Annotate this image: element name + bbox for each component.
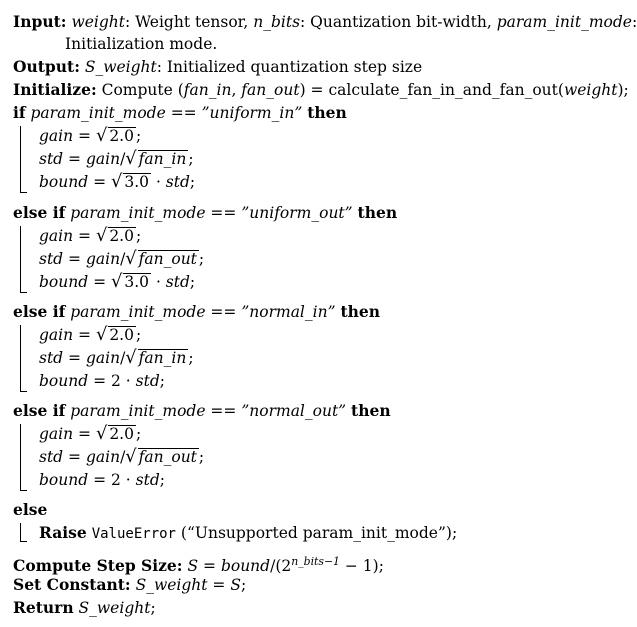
sqrt-symbol: √ 3.0 (111, 171, 150, 192)
sqrt-symbol: √ 2.0 (95, 125, 134, 146)
set-lhs: S_weight (135, 576, 208, 594)
step-tail: − 1); (339, 556, 384, 575)
bound-var: bound (39, 173, 89, 191)
block-bar-4 (20, 424, 21, 490)
std-var: std (165, 273, 190, 291)
sqrt-symbol: √ 2.0 (95, 324, 134, 345)
output-line (13, 57, 422, 77)
sqrt-radicand: fan_out (138, 447, 197, 466)
cdot-sign: · (120, 471, 136, 489)
mode-var: param_init_mode (496, 13, 632, 31)
semicolon: ; (198, 448, 205, 466)
std-var: std (39, 448, 64, 466)
sqrt-radicand: fan_in (138, 149, 187, 168)
initialize-keyword: Initialize: (13, 80, 97, 99)
cond-eq: == (165, 104, 202, 122)
gain-var: gain (85, 349, 121, 367)
std-var: std (165, 173, 190, 191)
sqrt-radicand: 2.0 (109, 226, 134, 245)
if-line-uniform-in (13, 103, 347, 123)
eq-sign: = (88, 173, 111, 191)
elseif-line-normal-out (13, 401, 391, 421)
semicolon: ; (135, 127, 142, 145)
std-stmt-3 (39, 348, 194, 368)
bound-var: bound (39, 273, 89, 291)
sqrt-radicand: 3.0 (124, 272, 150, 291)
std-var: std (39, 250, 64, 268)
output-keyword: Output: (13, 57, 80, 76)
gain-var: gain (39, 227, 74, 245)
set-constant-line (13, 575, 246, 595)
std-var: std (135, 372, 160, 390)
then-keyword: then (351, 401, 391, 420)
semicolon: ; (159, 372, 165, 390)
else-line (13, 500, 47, 520)
eq-sign: = (73, 326, 96, 344)
block-bar-2 (20, 226, 21, 292)
then-keyword: then (307, 103, 347, 122)
initialize-line (13, 80, 629, 100)
sqrt-symbol: √ fan_out (125, 446, 197, 467)
raise-keyword: Raise (39, 523, 87, 542)
bound-stmt-2 (39, 272, 195, 292)
cond-var: param_init_mode (30, 104, 166, 122)
std-stmt-4 (39, 447, 204, 467)
eq-sign: = (207, 576, 231, 594)
cond-var: param_init_mode (70, 402, 206, 420)
cond-mode-uniform-out: ”uniform_out” (241, 204, 353, 222)
eq-sign: = (88, 372, 111, 390)
raise-stmt (39, 523, 457, 544)
sqrt-radicand: 3.0 (124, 172, 150, 191)
step-var: S (187, 556, 199, 575)
weight-desc: : Weight tensor, (124, 13, 254, 31)
init-fan-out: fan_out (241, 81, 300, 99)
sqrt-symbol: √ 2.0 (95, 225, 134, 246)
gain-stmt-2 (39, 226, 141, 246)
semicolon: ; (135, 227, 142, 245)
init-fan-in: fan_in (183, 81, 232, 99)
cdot-sign: · (151, 173, 166, 191)
gain-stmt-3 (39, 325, 141, 345)
return-keyword: Return (13, 598, 74, 617)
gain-var: gain (39, 425, 74, 443)
block-foot-4 (20, 490, 27, 491)
cond-eq: == (205, 204, 242, 222)
cond-mode-normal-in: ”normal_in” (241, 303, 336, 321)
std-stmt-1 (39, 149, 194, 169)
semicolon: ; (188, 349, 194, 367)
cond-mode-normal-out: ”normal_out” (241, 402, 347, 420)
std-stmt-2 (39, 249, 204, 269)
semicolon: ; (150, 599, 156, 617)
else-keyword: else (13, 500, 48, 519)
block-foot-2 (20, 292, 27, 293)
sqrt-symbol: √ fan_in (125, 347, 187, 368)
gain-var: gain (85, 150, 121, 168)
then-keyword: then (340, 302, 381, 321)
set-constant-keyword: Set Constant: (13, 575, 131, 594)
eq-sign: = (88, 273, 111, 291)
gain-var: gain (39, 326, 74, 344)
cond-var: param_init_mode (70, 204, 206, 222)
if-keyword: if (13, 103, 26, 122)
bound-var: bound (39, 471, 89, 489)
semicolon: ; (240, 576, 247, 594)
weight-var: weight (71, 13, 125, 31)
sqrt-symbol: √ 3.0 (111, 271, 150, 292)
sqrt-radicand: fan_in (138, 348, 187, 367)
step-exponent: n_bits−1 (291, 555, 340, 568)
return-line (13, 598, 156, 618)
output-var: S_weight (84, 58, 157, 76)
output-desc: : Initialized quantization step size (156, 58, 423, 76)
bound-var: bound (39, 372, 89, 390)
semicolon: ; (198, 250, 205, 268)
std-var: std (39, 349, 64, 367)
else-if-keyword: else if (13, 401, 66, 420)
init-weight: weight (563, 81, 618, 99)
block-bar-5 (20, 523, 21, 541)
exception-name: ValueError (91, 526, 176, 542)
input-line-cont: Initialization mode. (65, 35, 218, 53)
block-foot-5 (20, 541, 27, 542)
div-sign: / (120, 150, 126, 168)
cdot-sign: · (151, 273, 166, 291)
sqrt-symbol: √ 2.0 (95, 423, 134, 444)
input-line (13, 12, 637, 32)
init-post: ); (617, 81, 629, 99)
init-comma: , (231, 81, 242, 99)
bound-stmt-1 (39, 172, 195, 192)
sqrt-radicand: 2.0 (109, 126, 134, 145)
std-var: std (39, 150, 64, 168)
return-var: S_weight (78, 599, 151, 617)
else-if-keyword: else if (13, 203, 66, 222)
block-bar-3 (20, 325, 21, 391)
sqrt-symbol: √ fan_out (125, 248, 197, 269)
semicolon: ; (135, 425, 142, 443)
nbits-desc: : Quantization bit-width, (300, 13, 497, 31)
bound-var: bound (220, 556, 271, 575)
eq-sign: = (63, 150, 86, 168)
two-const: 2 (111, 471, 121, 489)
div-sign: / (120, 349, 126, 367)
else-if-keyword: else if (13, 302, 66, 321)
bound-stmt-3 (39, 371, 165, 391)
div-sign: / (120, 448, 126, 466)
init-pre: Compute ( (101, 81, 184, 99)
block-foot-1 (20, 192, 27, 193)
sqrt-symbol: √ fan_in (125, 148, 187, 169)
bound-stmt-4 (39, 470, 165, 490)
compute-step-keyword: Compute Step Size: (13, 555, 183, 575)
cond-var: param_init_mode (70, 303, 206, 321)
block-foot-3 (20, 391, 27, 392)
eq-sign: = (73, 425, 96, 443)
gain-stmt-4 (39, 424, 141, 444)
input-keyword: Input: (13, 12, 67, 31)
then-keyword: then (357, 203, 398, 222)
gain-var: gain (85, 448, 121, 466)
eq-sign: = (88, 471, 111, 489)
sqrt-radicand: fan_out (138, 249, 197, 268)
block-bar-1 (20, 126, 21, 192)
cond-eq: == (205, 402, 242, 420)
semicolon: ; (189, 173, 196, 191)
semicolon: ; (159, 471, 165, 489)
sqrt-radicand: 2.0 (109, 325, 134, 344)
eq-sign: = (73, 127, 96, 145)
eq-sign: = (63, 349, 86, 367)
nbits-var: n_bits (253, 13, 301, 31)
elseif-line-uniform-out (13, 203, 397, 223)
gain-var: gain (39, 127, 74, 145)
compute-step-line (13, 552, 384, 576)
std-var: std (135, 471, 160, 489)
step-open: /(2 (270, 556, 292, 575)
elseif-line-normal-in (13, 302, 380, 322)
init-mid: ) = calculate_fan_in_and_fan_out( (299, 81, 564, 99)
semicolon: ; (188, 150, 194, 168)
gain-stmt-1 (39, 126, 141, 146)
semicolon: ; (135, 326, 142, 344)
gain-var: gain (85, 250, 121, 268)
semicolon: ; (189, 273, 196, 291)
set-rhs: S (230, 576, 241, 594)
eq-sign: = (73, 227, 96, 245)
eq-sign: = (198, 556, 221, 575)
cond-mode-uniform-in: ”uniform_in” (201, 104, 303, 122)
two-const: 2 (111, 372, 121, 390)
eq-sign: = (63, 250, 86, 268)
sqrt-radicand: 2.0 (109, 424, 134, 443)
eq-sign: = (63, 448, 86, 466)
div-sign: / (120, 250, 126, 268)
cdot-sign: · (120, 372, 136, 390)
exception-message: (“Unsupported param_init_mode”); (176, 524, 458, 542)
mode-desc: : (631, 13, 637, 31)
cond-eq: == (205, 303, 242, 321)
